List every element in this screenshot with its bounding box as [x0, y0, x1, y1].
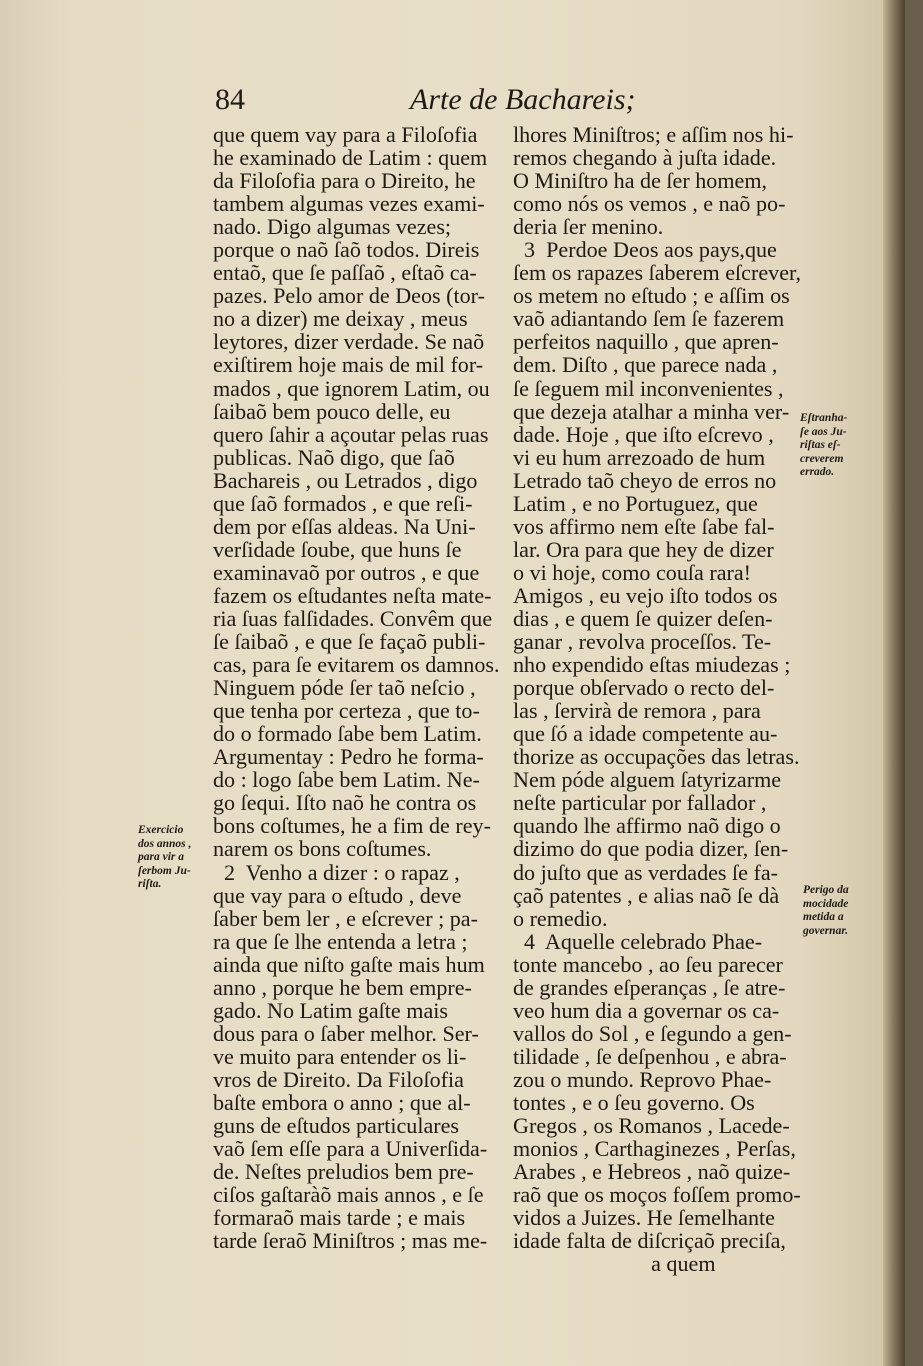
text-line: Argumentay : Pedro he forma- [213, 744, 484, 770]
margin-note-line: riſta. [138, 878, 162, 890]
text-line: he examinado de Latim : quem [213, 145, 488, 171]
text-line: vros de Direito. Da Filoſofia [213, 1066, 464, 1092]
text-line: gado. No Latim gaſte mais [213, 997, 448, 1023]
text-line: de. Neſtes preludios bem pre- [213, 1159, 474, 1185]
text-line: da Filoſofia para o Direito, he [213, 168, 476, 194]
text-line: idade falta de diſcriçaõ preciſa, [513, 1228, 786, 1254]
text-line: tarde ſeraõ Miniſtros ; mas me- [213, 1228, 488, 1254]
text-line: formaraõ mais tarde ; e mais [213, 1205, 466, 1231]
text-line: ſe ſeguem mil inconvenientes , [513, 375, 784, 401]
text-line: a quem [513, 1251, 716, 1277]
text-line: anno , porque he bem empre- [213, 974, 472, 1000]
text-line: bons coſtumes, he a fim de rey- [213, 813, 491, 839]
text-line: que tenha por certeza , que to- [213, 698, 480, 724]
text-line: narem os bons coſtumes. [213, 836, 432, 862]
text-line: deria ſer menino. [513, 214, 664, 240]
text-line: exiſtirem hoje mais de mil for- [213, 352, 484, 378]
text-line: que ſaõ formados , e que reſi- [213, 490, 473, 516]
text-line: las , ſervirà de remora , para [513, 698, 761, 724]
text-line: Ninguem póde ſer taõ neſcio , [213, 675, 476, 701]
text-line: vaõ ſem eſſe para a Univerſida- [213, 1136, 488, 1162]
margin-note-line: Perigo da [803, 884, 849, 896]
margin-note-line: Eſtranha- [800, 412, 848, 424]
text-line: guns de eſtudos particulares [213, 1113, 460, 1139]
text-line: lar. Ora para que hey de dizer [513, 536, 774, 562]
text-line: zou o mundo. Reprovo Phae- [513, 1066, 772, 1092]
text-line: vidos a Juizes. He ſemelhante [513, 1205, 775, 1231]
text-line: Letrado taõ cheyo de erros no [513, 467, 777, 493]
text-line: de grandes eſperanças , ſe atre- [513, 974, 786, 1000]
text-line: go ſequi. Iſto naõ he contra os [213, 790, 477, 816]
text-line: dias , e quem ſe quizer deſen- [513, 605, 773, 631]
text-line: tontes , e o ſeu governo. Os [513, 1089, 755, 1115]
text-line: pazes. Pelo amor de Deos (tor- [213, 283, 485, 309]
text-line: os metem no eſtudo ; e aſſim os [513, 283, 790, 309]
text-line: dem. Diſto , que parece nada , [513, 352, 778, 378]
page-edge-shadow [883, 0, 905, 1366]
margin-note-line: ſe aos Ju- [800, 425, 847, 438]
text-line: o remedio. [513, 905, 608, 931]
text-line: perfeitos naquillo , que apren- [513, 329, 779, 355]
text-line: do juſto que as verdades ſe fa- [513, 859, 779, 885]
text-line: tilidade , ſe deſpenhou , e abra- [513, 1043, 787, 1069]
margin-note-line: mocidade [803, 897, 849, 910]
text-line: Arabes , e Hebreos , naõ quize- [513, 1159, 791, 1185]
text-line: leytores, dizer verdade. Se naõ [213, 329, 485, 355]
margin-note-line: Exercicio [138, 824, 184, 836]
text-line: Latim , e no Portuguez, que [513, 490, 758, 516]
text-line: mados , que ignorem Latim, ou [213, 375, 490, 401]
margin-note-line: errado. [800, 466, 835, 478]
text-line: ve muito para entender os li- [213, 1043, 467, 1069]
text-line: monios , Carthaginezes , Perſas, [513, 1136, 796, 1162]
text-line: vaõ adiantando ſem ſe fazerem [513, 306, 785, 332]
margin-note-line: ſerbom Ju- [138, 864, 191, 877]
text-line: nado. Digo algumas vezes; [213, 214, 452, 240]
text-line: Bachareis , ou Letrados , digo [213, 467, 478, 493]
text-line: O Miniſtro ha de ſer homem, [513, 168, 768, 194]
text-line: ſem os rapazes ſaberem eſcrever, [513, 260, 802, 286]
text-line: thorize as occupações das letras. [513, 744, 800, 770]
margin-note-line: creverem [800, 452, 844, 465]
running-title: Arte de Bachareis; [410, 83, 636, 116]
left-text-column [213, 123, 503, 1252]
text-line: ra que ſe lhe entenda a letra ; [213, 928, 468, 954]
text-line: remos chegando à juſta idade. [513, 145, 777, 171]
text-line: que ſó a idade competente au- [513, 721, 778, 747]
text-line: ciſos gaſtaràõ mais annos , e ſe [213, 1182, 484, 1208]
text-line: no a dizer) me deixay , meus [213, 306, 468, 332]
text-line: nho expendido eſtas miudezas ; [513, 652, 791, 678]
text-line: lhores Miniſtros; e aſſim nos hi- [513, 122, 794, 147]
text-line: porque obſervado o recto del- [513, 675, 775, 701]
text-line: que dezeja atalhar a minha ver- [513, 398, 790, 424]
text-line: cas, para ſe evitarem os damnos. [213, 652, 500, 678]
text-line: ria ſuas falſidades. Convêm que [213, 605, 493, 631]
text-line: veo hum dia a governar os ca- [513, 997, 780, 1023]
text-line: tambem algumas vezes exami- [213, 191, 485, 217]
text-line: neſte particular por fallador , [513, 790, 767, 816]
margin-note-line: metida a [803, 911, 844, 923]
text-line: porque o naõ ſaõ todos. Direis [213, 237, 480, 263]
text-line: do : logo ſabe bem Latim. Ne- [213, 767, 480, 793]
text-line: dizimo do que podia dizer, ſen- [513, 836, 789, 862]
text-line: ſaber bem ler , e eſcrever ; pa- [213, 905, 478, 931]
text-line: verſidade ſoube, que huns ſe [213, 536, 462, 562]
margin-note-line: dos annos , [138, 837, 192, 850]
text-line: entaõ, que ſe paſſaõ , eſtaõ ca- [213, 260, 477, 286]
page-number: 84 [215, 83, 245, 116]
text-line: 4 Aquelle celebrado Phae- [513, 928, 763, 954]
margin-note-line: para vir a [138, 851, 184, 863]
text-line: tonte mancebo , ao ſeu parecer [513, 951, 783, 977]
text-line: dade. Hoje , que iſto eſcrevo , [513, 421, 774, 447]
text-line: vos affirmo nem eſte ſabe fal- [513, 513, 775, 539]
text-line: 3 Perdoe Deos aos pays,que [513, 237, 777, 263]
margin-note-right-1 [800, 412, 847, 480]
page-header [0, 80, 905, 120]
text-line: vallos do Sol , e ſegundo a gen- [513, 1020, 792, 1046]
text-line: que vay para o eſtudo , deve [213, 882, 462, 908]
text-line: examinavaõ por outros , e que [213, 559, 480, 585]
text-line: como nós os vemos , e naõ po- [513, 191, 786, 217]
text-line: ganar , revolva proceſſos. Te- [513, 629, 772, 655]
text-line: Nem póde alguem ſatyrizarme [513, 767, 782, 793]
text-line: quando lhe affirmo naõ digo o [513, 813, 781, 839]
margin-note-line: governar. [803, 924, 849, 937]
text-line: baſte embora o anno ; que al- [213, 1089, 471, 1115]
text-line: 2 Venho a dizer : o rapaz , [213, 859, 460, 885]
margin-note-right-2 [803, 884, 849, 938]
text-line: que quem vay para a Filoſofia [213, 122, 478, 147]
text-line: vi eu hum arrezoado de hum [513, 444, 766, 470]
margin-note-line: riſtas eſ- [800, 439, 841, 451]
text-line: ſe ſaibaõ , e que ſe façaõ publi- [213, 629, 486, 655]
text-line: quero ſahir a açoutar pelas ruas [213, 421, 489, 447]
text-line: ſaibaõ bem pouco delle, eu [213, 398, 451, 424]
text-line: Gregos , os Romanos , Lacede- [513, 1113, 790, 1139]
margin-note-left [138, 824, 191, 892]
text-line: dem por eſſas aldeas. Na Uni- [213, 513, 476, 539]
text-line: publicas. Naõ digo, que ſaõ [213, 444, 455, 470]
text-line: o vi hoje, como couſa rara! [513, 559, 752, 585]
right-text-column [513, 123, 803, 1275]
text-line: ainda que niſto gaſte mais hum [213, 951, 485, 977]
text-line: do o formado ſabe bem Latim. [213, 721, 482, 747]
text-line: fazem os eſtudantes neſta mate- [213, 582, 492, 608]
text-line: raõ que os moços foſſem promo- [513, 1182, 801, 1208]
text-line: çaõ patentes , e alias naõ ſe dà [513, 882, 780, 908]
text-line: Amigos , eu vejo iſto todos os [513, 582, 778, 608]
text-line: dous para o ſaber melhor. Ser- [213, 1020, 479, 1046]
